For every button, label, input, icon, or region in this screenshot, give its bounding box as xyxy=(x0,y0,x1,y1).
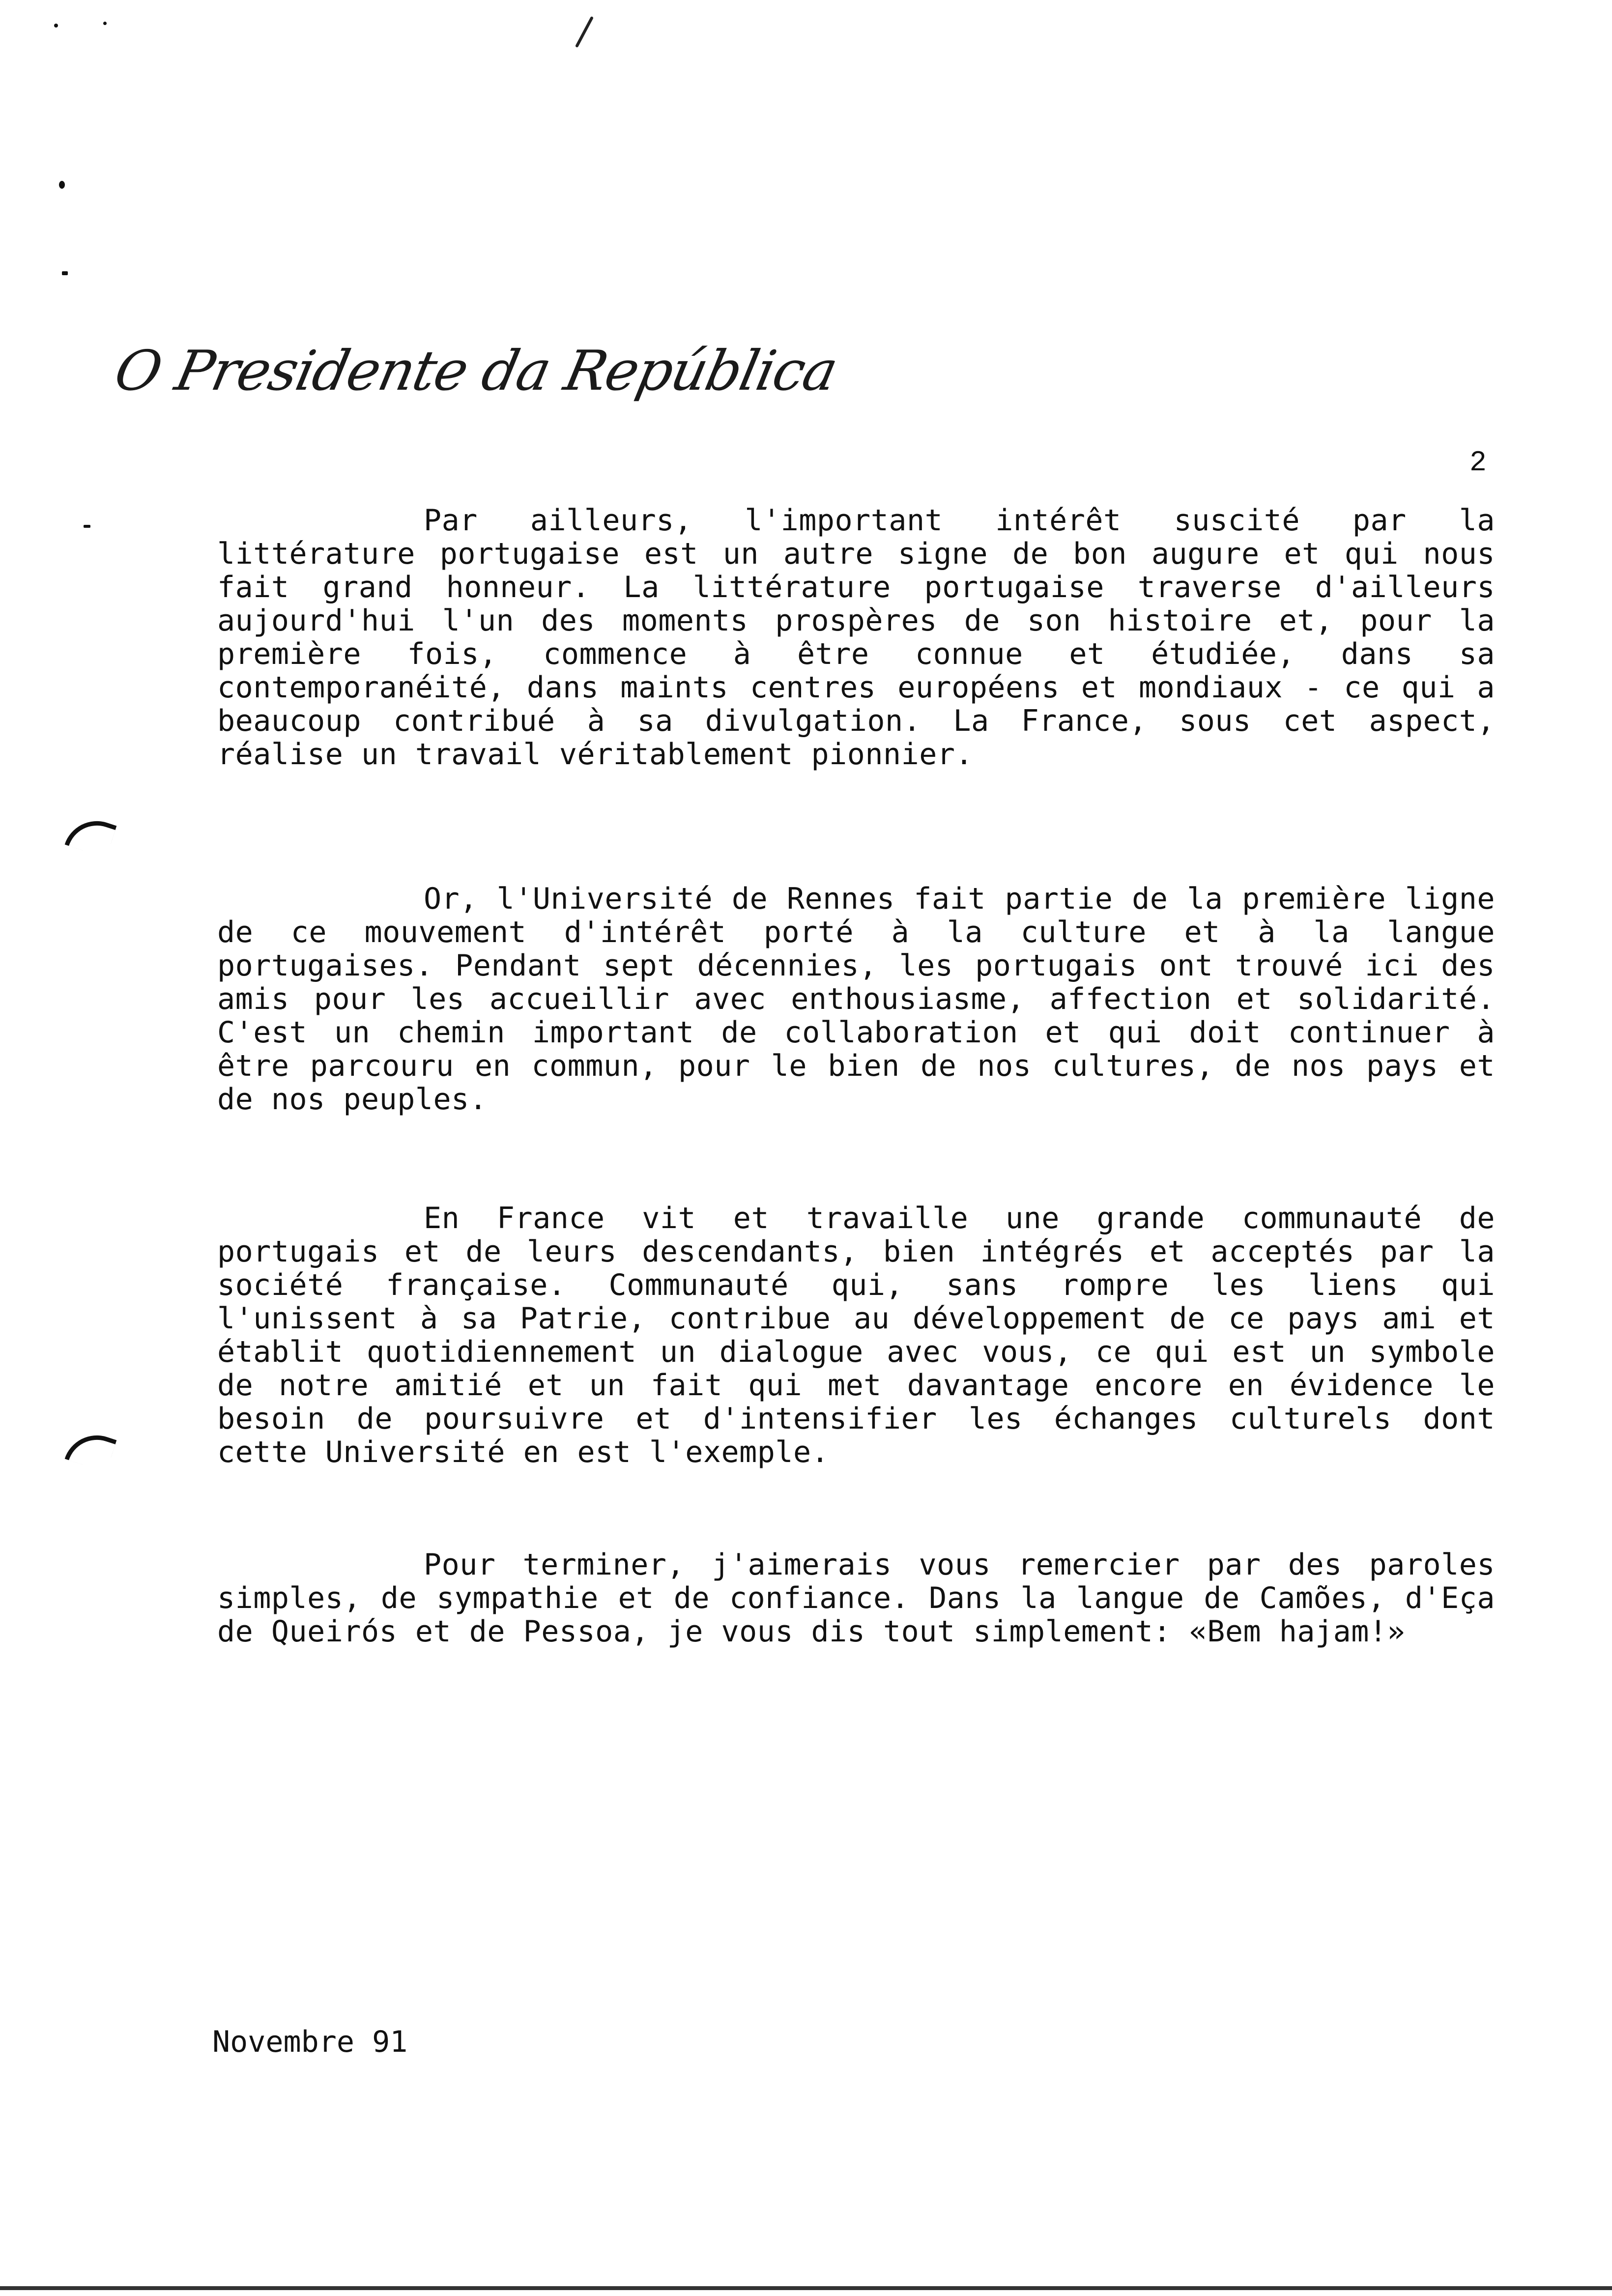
scan-mark xyxy=(575,16,594,48)
letterhead: O Presidente da República xyxy=(109,339,843,403)
scan-speck xyxy=(54,24,58,28)
paragraph: Or, l'Université de Rennes fait partie de la première ligne de ce mouvement d'intérêt porté à la culture et à la langue portugaises. Pendant sept décennies, les portugais ont trouvé ici des amis pour les accueillir avec enthousiasme, affection et solidarité. C'est un chemin important de collaboration et qui doit continuer à être parcouru en commun, pour le bien de nos cultures, de nos pays et de nos peuples. xyxy=(217,882,1495,1117)
scan-edge-line xyxy=(0,2286,1612,2290)
punch-hole-mark xyxy=(65,1427,117,1472)
scan-speck xyxy=(62,271,68,275)
document-date: Novembre 91 xyxy=(212,2025,408,2059)
punch-hole-mark xyxy=(65,812,117,858)
scan-speck xyxy=(59,181,65,189)
paragraph: En France vit et travaille une grande communauté de portugais et de leurs descendants, bien intégrés et acceptés par la société française. Communauté qui, sans rompre les liens qui l'unissent à sa Patrie, contribue au développement de ce pays ami et établit quotidiennement un dialogue avec vous, ce qui est un symbole de notre amitié et un fait qui met davantage encore en évidence le besoin de poursuivre et d'intensifier les échanges culturels dont cette Université en est l'exemple. xyxy=(217,1201,1495,1469)
page-number: 2 xyxy=(1469,447,1487,479)
scan-speck xyxy=(103,22,107,25)
scan-speck xyxy=(84,525,90,528)
paragraph: Pour terminer, j'aimerais vous remercier par des paroles simples, de sympathie et de confiance. Dans la langue de Camões, d'Eça de Queirós et de Pessoa, je vous dis tout simplement: «Bem hajam!» xyxy=(217,1548,1495,1649)
paragraph: Par ailleurs, l'important intérêt suscité par la littérature portugaise est un autre signe de bon augure et qui nous fait grand honneur. La littérature portugaise traverse d'ailleurs aujourd'hui l'un des moments prospères de son histoire et, pour la première fois, commence à être connue et étudiée, dans sa contemporanéité, dans maints centres européens et mondiaux - ce qui a beaucoup contribué à sa divulgation. La France, sous cet aspect, réalise un travail véritablement pionnier. xyxy=(217,503,1495,772)
